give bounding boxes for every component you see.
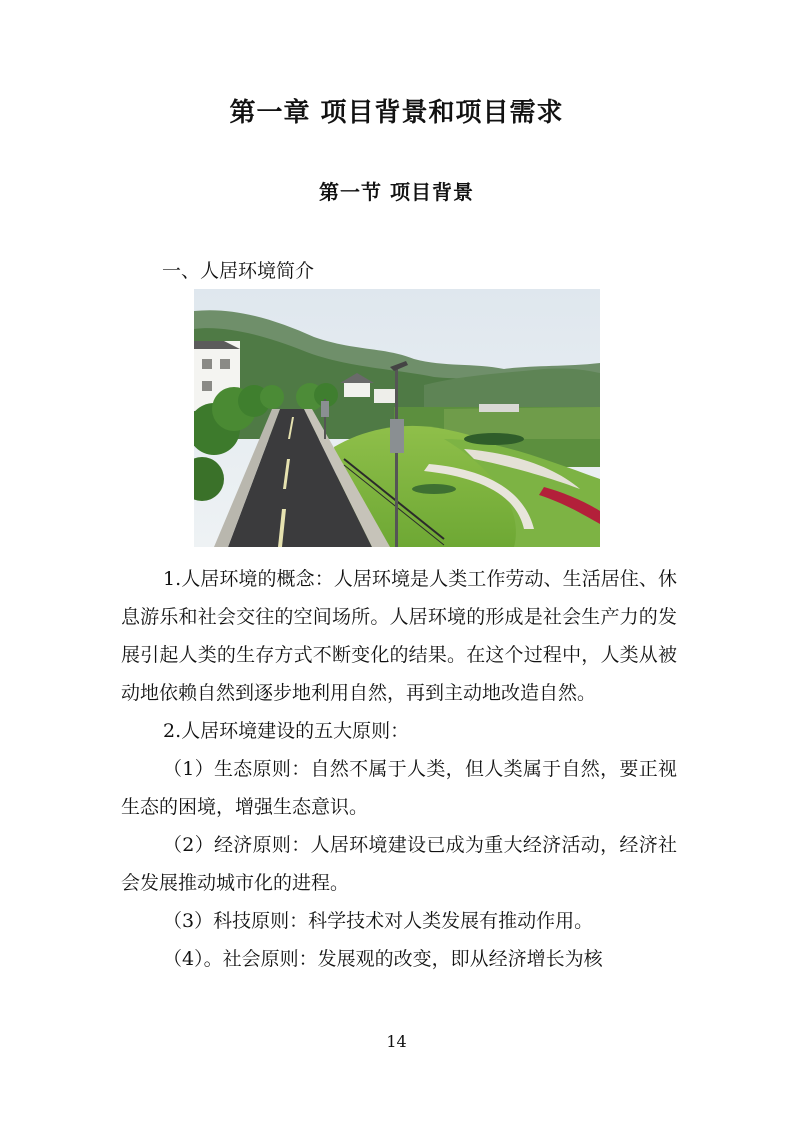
paragraph-economic: （2）经济原则：人居环境建设已成为重大经济活动，经济社会发展推动城市化的进程。 xyxy=(121,834,677,894)
paragraph-ecological: （1）生态原则：自然不属于人类，但人类属于自然，要正视生态的困境，增强生态意识。 xyxy=(121,758,677,818)
paragraph-technology: （3）科技原则：科学技术对人类发展有推动作用。 xyxy=(163,910,594,932)
paragraph-social: （4）。社会原则：发展观的改变，即从经济增长为核 xyxy=(163,948,603,970)
village-road-photo xyxy=(194,289,600,547)
subheading: 一、人居环境简介 xyxy=(162,260,315,282)
landscape-illustration xyxy=(194,289,600,547)
section-title: 第一节 项目背景 xyxy=(319,180,474,204)
chapter-title: 第一章 项目背景和项目需求 xyxy=(229,98,564,128)
body-text xyxy=(121,560,677,978)
paragraph-principles: 2.人居环境建设的五大原则： xyxy=(163,720,410,742)
page-number: 14 xyxy=(386,1032,407,1051)
paragraph-concept: 1.人居环境的概念：人居环境是人类工作劳动、生活居住、休息游乐和社会交往的空间场所。人居环境的形成是社会生产力的发展引起人类的生存方式不断变化的结果。在这个过程中，人类从被动地依赖自然到逐步地利用自然，再到主动地改造自然。 xyxy=(121,568,677,704)
